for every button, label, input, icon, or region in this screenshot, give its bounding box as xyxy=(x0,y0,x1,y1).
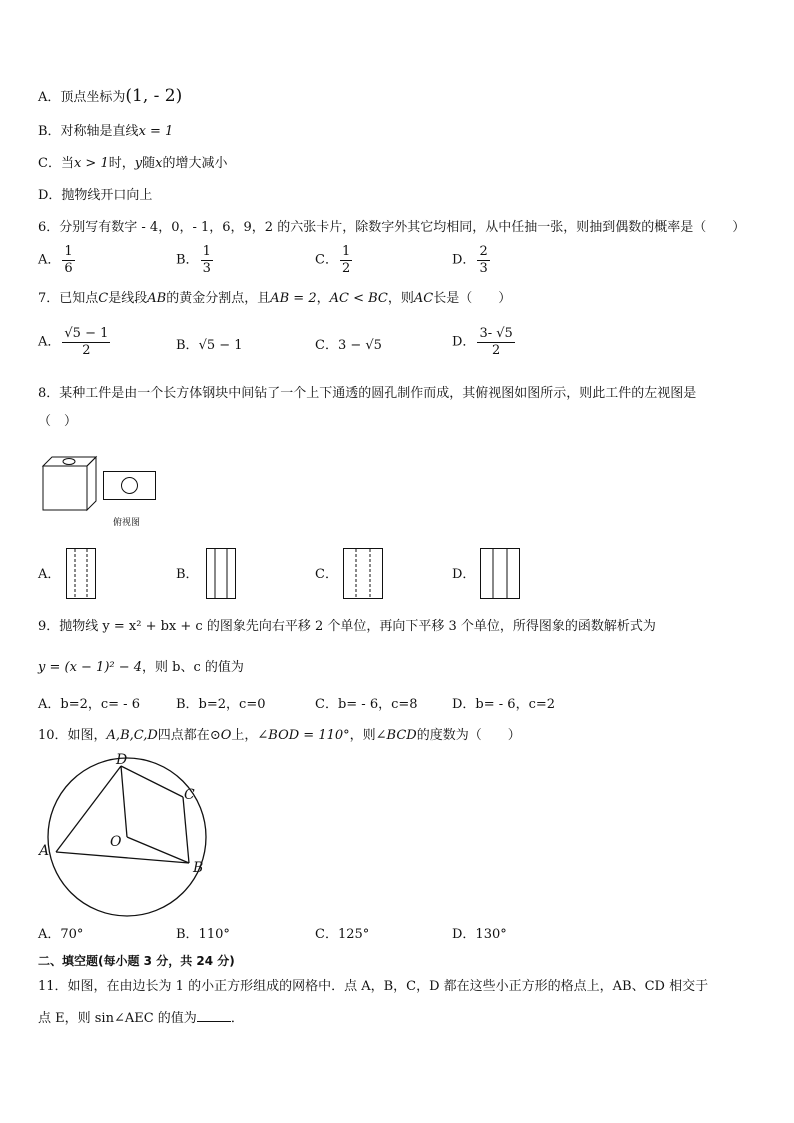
q5-coord: (1, - 2) xyxy=(125,86,183,106)
q6-d-label: D． xyxy=(452,252,476,268)
q9-option-b: B．b=2，c=0 xyxy=(176,697,266,712)
q8-top-view xyxy=(103,471,156,501)
q10-label-c: C xyxy=(184,787,195,803)
q5-option-b xyxy=(38,122,173,142)
q5-option-d-text: D．抛物线开口向上 xyxy=(38,188,153,203)
q10-seg-dc xyxy=(121,766,183,797)
q6-c-den: 2 xyxy=(341,261,351,276)
q10-s4: ，则 xyxy=(349,728,376,743)
q7-segment-ab: AB xyxy=(147,291,167,306)
q6-a-num: 1 xyxy=(64,244,73,259)
q11-answer-blank xyxy=(197,1009,231,1022)
q11-stem2-pre: 点 E，则 sin∠AEC 的值为 xyxy=(38,1011,197,1026)
q7-s5: ，则 xyxy=(387,291,414,306)
q6-b-frac xyxy=(201,244,213,277)
q7-s2: 是线段 xyxy=(108,291,148,306)
q8-block-figure xyxy=(40,452,100,512)
q9-formula-line xyxy=(38,658,244,678)
q8-option-d-figure xyxy=(480,548,520,600)
q6-c-num: 1 xyxy=(341,244,351,259)
q7-d-label: D． xyxy=(452,334,476,350)
q7-b-label: B． xyxy=(176,338,199,353)
q9-formula: y = (x − 1)² − 4 xyxy=(38,660,143,675)
q10-option-d: D．130° xyxy=(452,927,507,942)
q7-d-num: 3- √5 xyxy=(479,326,513,341)
q6-c-label: C． xyxy=(315,252,338,268)
q10-label-a: A xyxy=(39,843,50,859)
q7-point-c: C xyxy=(98,291,109,306)
q6-b-label: B． xyxy=(176,252,199,268)
q9-post: ，则 b、c 的值为 xyxy=(142,660,244,675)
q8-caption: 俯视图 xyxy=(113,518,141,528)
q8-option-a-figure xyxy=(66,548,96,600)
q8-block-side xyxy=(87,457,96,510)
q6-a-label: A． xyxy=(38,252,61,268)
q6-b-den: 3 xyxy=(202,261,211,276)
q7-a-frac xyxy=(62,326,110,359)
q11-stem-text: 11．如图，在由边长为 1 的小正方形组成的网格中．点 A，B，C，D 都在这些小正方形的格点上，AB、CD 相交于 xyxy=(38,979,709,994)
q7-a-num: √5 − 1 xyxy=(64,326,109,341)
q7-option-a xyxy=(38,326,112,359)
q9-option-a: A．b=2，c= - 6 xyxy=(38,697,140,712)
q8-stem-text: 8．某种工件是由一个长方体钢块中间钻了一个上下通透的圆孔制作而成，其俯视图如图所示，则此工件的左视图是 xyxy=(38,386,697,401)
q8-top-view-circle xyxy=(122,478,138,494)
q7-segment-ac: AC xyxy=(413,291,434,306)
section2-title: 二、填空题(每小题 3 分，共 24 分) xyxy=(38,954,235,968)
q10-circle-figure xyxy=(36,752,216,922)
q10-label-d: D xyxy=(116,752,128,768)
q7-d-den: 2 xyxy=(491,343,501,358)
q6-d-den: 3 xyxy=(479,261,488,276)
q8-option-a-label: A． xyxy=(38,567,61,582)
q8-option-c-figure xyxy=(343,548,383,600)
q7-cond1: AB = 2 xyxy=(270,291,317,306)
q10-s2: 四点都在 xyxy=(157,728,210,743)
q8-block-hole xyxy=(63,459,75,465)
q6-option-d xyxy=(452,244,492,277)
q8-option-d-label: D． xyxy=(452,567,476,582)
q7-a-den: 2 xyxy=(82,343,91,358)
q10-seg-do xyxy=(121,766,127,837)
q6-d-frac xyxy=(477,244,489,277)
q6-b-num: 1 xyxy=(202,244,211,259)
q10-s1: 10．如图， xyxy=(38,728,107,743)
q8-stem xyxy=(38,384,696,404)
q7-option-d xyxy=(452,326,517,359)
q9-option-d: D．b= - 6，c=2 xyxy=(452,697,556,712)
q7-stem xyxy=(38,289,511,309)
q7-a-label: A． xyxy=(38,334,61,350)
q8-block-front xyxy=(43,466,87,510)
q8-option-c-label: C． xyxy=(315,567,338,582)
q5-option-a xyxy=(38,86,182,108)
q7-s3: 的黄金分割点，且 xyxy=(166,291,271,306)
q5-option-a-text: A．顶点坐标为 xyxy=(38,90,126,105)
q6-a-den: 6 xyxy=(64,261,73,276)
q6-c-frac xyxy=(340,244,352,277)
q6-stem-text: 6．分别写有数字 - 4，0，- 1，6，9，2 的六张卡片，除数字外其它均相同，从中任抽一张，则抽到偶数的概率是（ ） xyxy=(38,220,746,235)
q5-axis-eq: x = 1 xyxy=(138,124,174,139)
q10-seg-cb xyxy=(183,797,189,863)
q11-stem2 xyxy=(38,1009,244,1029)
q11-stem xyxy=(38,977,708,997)
q5-c-x: x xyxy=(155,156,163,171)
q10-angle: ∠BOD = 110° xyxy=(257,728,350,743)
q5-option-b-text: B．对称轴是直线 xyxy=(38,124,139,139)
q7-s6: 长是（ ） xyxy=(433,291,512,306)
q7-b-text: √5 − 1 xyxy=(198,338,243,353)
q10-seg-ab xyxy=(56,852,189,863)
q5-c-pre: C．当 xyxy=(38,156,74,171)
q5-c-mid2: 随 xyxy=(142,156,156,171)
q10-label-o: O xyxy=(110,834,122,850)
q9-option-c: C．b= - 6，c=8 xyxy=(315,697,418,712)
q6-option-b xyxy=(176,244,215,277)
q6-stem xyxy=(38,218,745,238)
q10-ask-angle: ∠BCD xyxy=(375,728,417,743)
q5-c-cond: x > 1 xyxy=(73,156,109,171)
q10-label-b: B xyxy=(193,860,204,876)
q5-option-d xyxy=(38,186,152,206)
q6-d-num: 2 xyxy=(479,244,488,259)
q9-stem xyxy=(38,617,656,637)
q5-c-y: y xyxy=(134,156,143,171)
q10-s5: 的度数为（ ） xyxy=(416,728,521,743)
q8-stem2 xyxy=(38,412,77,432)
q7-cond2: AC < BC xyxy=(329,291,388,306)
q11-stem2-post: ． xyxy=(230,1011,244,1026)
q8-option-b-figure xyxy=(206,548,236,600)
q7-d-frac xyxy=(477,326,514,359)
q10-s3: 上， xyxy=(231,728,258,743)
q7-s4: ， xyxy=(316,291,330,306)
q7-c-text: 3 − √5 xyxy=(337,338,382,353)
q6-option-a xyxy=(38,244,77,277)
q8-stem2-text: （ ） xyxy=(38,414,78,429)
q7-option-b xyxy=(176,336,243,356)
q5-option-c xyxy=(38,154,227,174)
q10-option-c: C．125° xyxy=(315,927,370,942)
q7-option-c xyxy=(315,336,382,356)
q10-points: A,B,C,D xyxy=(106,728,158,743)
q5-c-mid: 时， xyxy=(108,156,135,171)
q7-s1: 7．已知点 xyxy=(38,291,99,306)
q10-option-b: B．110° xyxy=(176,927,230,942)
q8-option-b-label: B． xyxy=(176,567,199,582)
q10-stem xyxy=(38,726,521,746)
q10-circle-symbol: ⊙O xyxy=(209,728,232,743)
q9-stem-text: 9．抛物线 y = x² + bx + c 的图象先向右平移 2 个单位，再向下平移 3 个单位，所得图象的函数解析式为 xyxy=(38,619,656,634)
q5-c-post: 的增大减小 xyxy=(162,156,228,171)
q10-option-a: A．70° xyxy=(38,927,84,942)
q6-a-frac xyxy=(62,244,74,277)
q6-option-c xyxy=(315,244,354,277)
q8-top-view-rect xyxy=(104,472,156,500)
q7-c-label: C． xyxy=(315,338,338,353)
